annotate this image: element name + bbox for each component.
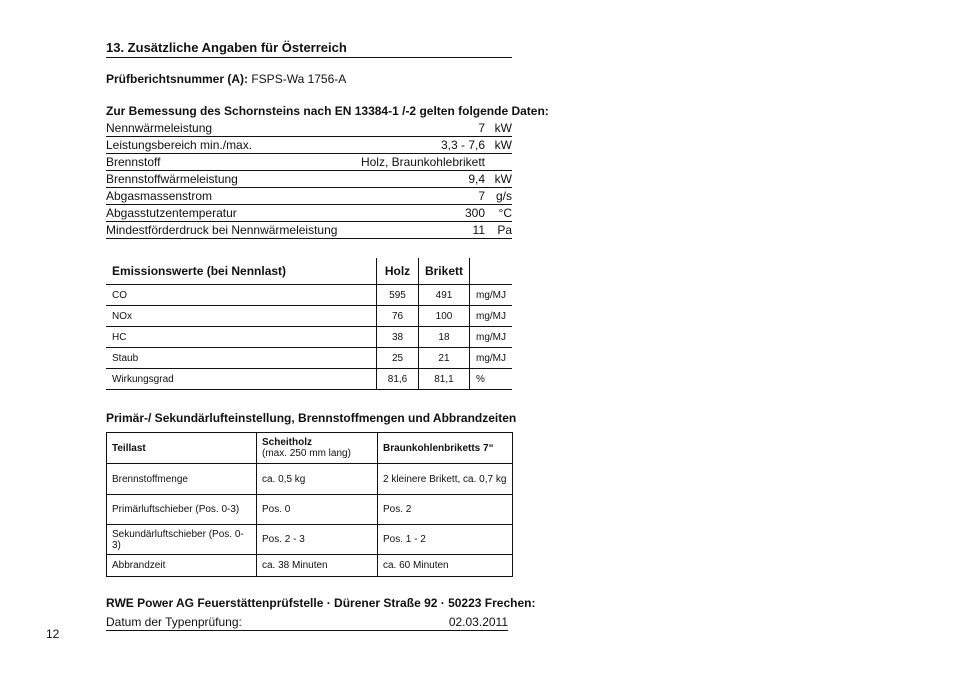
table-cell: 491 (418, 285, 469, 306)
rated-label: Nennwärmeleistung (106, 121, 213, 135)
rated-row (106, 206, 512, 222)
rated-value: 7 (478, 189, 485, 203)
rated-unit: kW (494, 121, 512, 135)
table-cell: Pos. 2 (378, 495, 513, 525)
air-header-row (107, 433, 513, 464)
table-cell: % (470, 369, 513, 390)
table-cell: 25 (377, 348, 419, 369)
rated-data-heading: Zur Bemessung des Schornsteins nach EN 13384-1 /-2 gelten folgende Daten: (106, 104, 549, 118)
air-header-subtitle: (max. 250 mm lang) (262, 448, 351, 459)
rated-label: Brennstoff (106, 155, 161, 169)
testing-station: RWE Power AG Feuerstättenprüfstelle · Dürener Straße 92 · 50223 Frechen: (106, 596, 536, 610)
table-cell: NOx (106, 306, 377, 327)
emissions-header: Emissionswerte (bei Nennlast) (106, 258, 377, 285)
table-cell: CO (106, 285, 377, 306)
rated-label: Brennstoffwärmeleistung (106, 172, 238, 186)
table-cell: mg/MJ (470, 306, 513, 327)
table-cell: 38 (377, 327, 419, 348)
air-header (257, 433, 378, 464)
rated-value: 9,4 (468, 172, 485, 186)
rated-data-list (106, 121, 512, 240)
rated-row (106, 189, 512, 205)
table-cell: Pos. 0 (257, 495, 378, 525)
table-cell: mg/MJ (470, 327, 513, 348)
rated-unit: °C (498, 206, 512, 220)
rated-label: Leistungsbereich min./max. (106, 138, 253, 152)
table-cell: HC (106, 327, 377, 348)
rated-unit: g/s (495, 189, 512, 203)
table-cell: Pos. 1 - 2 (378, 525, 513, 555)
rated-value: 11 (472, 223, 485, 237)
table-cell: 76 (377, 306, 419, 327)
table-cell: 595 (377, 285, 419, 306)
type-test-date-row (106, 615, 508, 631)
rated-label: Abgasmassenstrom (106, 189, 213, 203)
table-row (106, 285, 512, 306)
rated-value: 300 (464, 206, 485, 220)
rated-value: 7 (478, 121, 485, 135)
table-cell: ca. 0,5 kg (257, 464, 378, 495)
rated-label: Mindestförderdruck bei Nennwärmeleistung (106, 223, 338, 237)
air-header: Teillast (107, 433, 257, 464)
rated-row (106, 138, 512, 154)
rated-unit (485, 155, 512, 170)
rated-label: Abgasstutzentemperatur (106, 206, 237, 220)
table-cell: ca. 60 Minuten (378, 555, 513, 577)
rated-row (106, 155, 512, 171)
emissions-table (106, 258, 512, 390)
rated-unit: kW (494, 138, 512, 152)
air-settings-heading: Primär-/ Sekundärlufteinstellung, Brennstoffmengen und Abbrandzeiten (106, 411, 517, 425)
table-cell: Staub (106, 348, 377, 369)
air-header: Braunkohlenbriketts 7“ (378, 433, 513, 464)
report-number-label: Prüfberichtsnummer (A): (106, 72, 249, 86)
table-cell: 81,6 (377, 369, 419, 390)
report-number-value: FSPS-Wa 1756-A (248, 72, 347, 86)
table-cell: Pos. 2 - 3 (257, 525, 378, 555)
table-cell: Primärluftschieber (Pos. 0-3) (107, 495, 257, 525)
air-settings-table (106, 432, 513, 577)
table-row (106, 369, 512, 390)
rated-unit: Pa (497, 223, 512, 237)
rated-row (106, 172, 512, 188)
table-cell: mg/MJ (470, 348, 513, 369)
table-cell: 18 (418, 327, 469, 348)
emissions-header (470, 258, 513, 285)
section-heading: 13. Zusätzliche Angaben für Österreich (106, 40, 512, 58)
report-number (106, 72, 346, 86)
table-cell: 81,1 (418, 369, 469, 390)
table-cell: Abbrandzeit (107, 555, 257, 577)
table-cell: 100 (418, 306, 469, 327)
rated-value: 3,3 - 7,6 (440, 138, 485, 152)
type-test-date-value: 02.03.2011 (448, 615, 508, 629)
table-row (107, 555, 513, 577)
table-cell: mg/MJ (470, 285, 513, 306)
table-row (106, 327, 512, 348)
table-cell: 2 kleinere Brikett, ca. 0,7 kg (378, 464, 513, 495)
table-cell: 21 (418, 348, 469, 369)
emissions-header: Brikett (418, 258, 469, 285)
emissions-header-row (106, 258, 512, 285)
page-number: 12 (46, 627, 60, 641)
rated-row (106, 121, 512, 137)
rated-row (106, 223, 512, 239)
table-cell: Sekundärluftschieber (Pos. 0-3) (107, 525, 257, 555)
table-cell: ca. 38 Minuten (257, 555, 378, 577)
table-row (106, 306, 512, 327)
emissions-header: Holz (377, 258, 419, 285)
table-row (106, 348, 512, 369)
table-cell: Wirkungsgrad (106, 369, 377, 390)
rated-value: Holz, Braunkohlebrikett (360, 155, 485, 169)
air-header-title: Scheitholz (262, 437, 313, 448)
rated-unit: kW (494, 172, 512, 186)
table-row (107, 525, 513, 555)
table-row (107, 464, 513, 495)
table-cell: Brennstoffmenge (107, 464, 257, 495)
table-row (107, 495, 513, 525)
type-test-date-label: Datum der Typenprüfung: (106, 615, 242, 629)
